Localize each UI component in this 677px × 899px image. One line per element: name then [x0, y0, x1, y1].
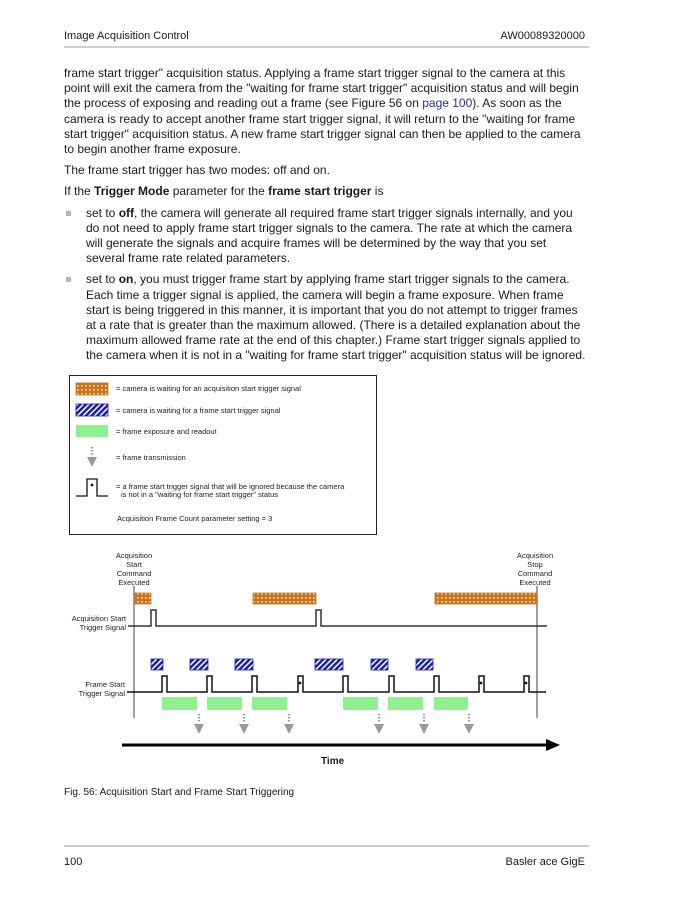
- time-axis-arrowhead-icon: [546, 739, 560, 751]
- label-line: Executed: [118, 578, 150, 587]
- label-line: Start: [126, 560, 142, 569]
- frame-wait-bar: [235, 659, 253, 670]
- footer-page-number: 100: [64, 856, 83, 868]
- ignored-trigger-pulse-icon: [76, 479, 108, 496]
- label-line: Acquisition: [516, 551, 554, 560]
- bullet-text: set to: [86, 272, 119, 287]
- frame-wait-bar: [190, 659, 208, 670]
- exposure-bar: [162, 697, 197, 710]
- header-section-title: Image Acquisition Control: [64, 30, 189, 42]
- frame-wait-bar: [315, 659, 343, 670]
- acquisition-wait-swatch-icon: [76, 383, 108, 395]
- legend-frame-count-note: Acquisition Frame Count parameter setting = 3: [117, 514, 273, 523]
- bullet-text: set to: [86, 205, 119, 220]
- legend-label-transmission: = frame transmission: [116, 453, 186, 462]
- frame-wait-bar: [416, 659, 433, 670]
- paragraph-2: The frame start trigger has two modes: off and on.: [64, 163, 330, 178]
- p3-text: parameter for the: [169, 184, 269, 199]
- legend-label-ignored-line2: is not in a "waiting for frame start trigger" status: [121, 490, 279, 499]
- acquisition-start-trigger-signal-line: [128, 610, 547, 626]
- acquisition-wait-bar: [253, 593, 316, 604]
- frame-wait-swatch-icon: [76, 404, 108, 416]
- label-line: Stop: [527, 560, 543, 569]
- label-line: Trigger Signal: [78, 689, 125, 698]
- frame-transmission-arrow-icon-head: [87, 457, 97, 467]
- bullet-text: , you must trigger frame start by applying frame start trigger signals to the camera. Each time a trigger signal is applied, the camera will begin a frame exposure. When frame start is being triggered in this manner, it is important that you do not attempt to trigger frames at a rate that is greater than the maximum allowed. (There is a detailed explanation about the maximum allowed frame rate at the end of this chapter.) Frame start trigger signals applied to the camera when it is not in a "waiting for frame start trigger" acquisition status will be ignored.: [86, 272, 586, 363]
- frame-transmission-arrow-head: [464, 724, 474, 734]
- label-line: Frame Start: [85, 680, 125, 689]
- trigger-mode-term: Trigger Mode: [94, 184, 170, 199]
- figure-caption: Fig. 56: Acquisition Start and Frame Start Triggering: [64, 787, 295, 798]
- frame-transmission-arrow-head: [284, 724, 294, 734]
- exposure-bar: [343, 697, 378, 710]
- ignored-trigger-dot-icon: [91, 484, 94, 487]
- frame-start-trigger-term: frame start trigger: [268, 184, 372, 199]
- bullet-bold-term: off: [118, 205, 135, 220]
- frame-wait-bar: [371, 659, 388, 670]
- footer-product-name: Basler ace GigE: [505, 856, 585, 868]
- label-line: Trigger Signal: [79, 623, 126, 632]
- exposure-bar: [252, 697, 287, 710]
- frame-transmission-arrow-head: [194, 724, 204, 734]
- label-line: Acquisition: [115, 551, 153, 560]
- ignored-trigger-marker: [299, 682, 302, 685]
- exposure-bar: [207, 697, 242, 710]
- time-axis-label: Time: [321, 756, 345, 767]
- paragraph-1-text-b: ). As soon as the camera is ready to accept another frame start trigger signal, it will return to the "waiting for frame start trigger" acquisition status. A new frame start trigger signal can then be applied to the camera to begin another frame exposure.: [64, 96, 581, 157]
- label-line: Command: [116, 569, 152, 578]
- frame-start-trigger-signal-line: [127, 676, 546, 692]
- frame-wait-bar: [151, 659, 163, 670]
- paragraph-1-text-a: frame start trigger" acquisition status. Applying a frame start trigger signal to the camera at this point will exit the camera from the "waiting for frame start trigger" acquisition status and will begin the process of exposing and reading out a frame (see Figure 56 on: [64, 66, 579, 111]
- header-document-id: AW00089320000: [500, 30, 585, 42]
- bullet-text: , the camera will generate all required frame start trigger signals internally, and you do not need to apply frame start trigger signals to the camera. The rate at which the camera will generate the signals and acquire frames will be determined by the way that you set several frame rate related parameters.: [86, 205, 573, 266]
- acquisition-wait-bar: [435, 593, 537, 604]
- p3-text: If the: [64, 184, 95, 199]
- bullet-bold-term: on: [118, 272, 134, 287]
- frame-transmission-arrow-head: [419, 724, 429, 734]
- page-link[interactable]: page 100: [422, 96, 473, 111]
- legend-label-exposure: = frame exposure and readout: [116, 427, 217, 436]
- label-line: Executed: [519, 578, 551, 587]
- p3-text: is: [371, 184, 384, 199]
- ignored-trigger-marker: [480, 682, 483, 685]
- label-line: Acquisition Start: [71, 614, 126, 623]
- exposure-bar: [388, 697, 423, 710]
- legend-label-frame-wait: = camera is waiting for a frame start trigger signal: [116, 406, 281, 415]
- ignored-trigger-marker: [525, 682, 528, 685]
- legend-label-ignored-line1: = a frame start trigger signal that will be ignored because the camera: [116, 482, 345, 491]
- frame-transmission-arrow-head: [239, 724, 249, 734]
- exposure-bar: [434, 697, 468, 710]
- footer-rule: [64, 845, 589, 847]
- acquisition-wait-bar: [135, 593, 151, 604]
- legend-label-acquisition-wait: = camera is waiting for an acquisition start trigger signal: [116, 384, 301, 393]
- frame-transmission-arrow-head: [374, 724, 384, 734]
- exposure-swatch-icon: [76, 425, 108, 437]
- label-line: Command: [517, 569, 553, 578]
